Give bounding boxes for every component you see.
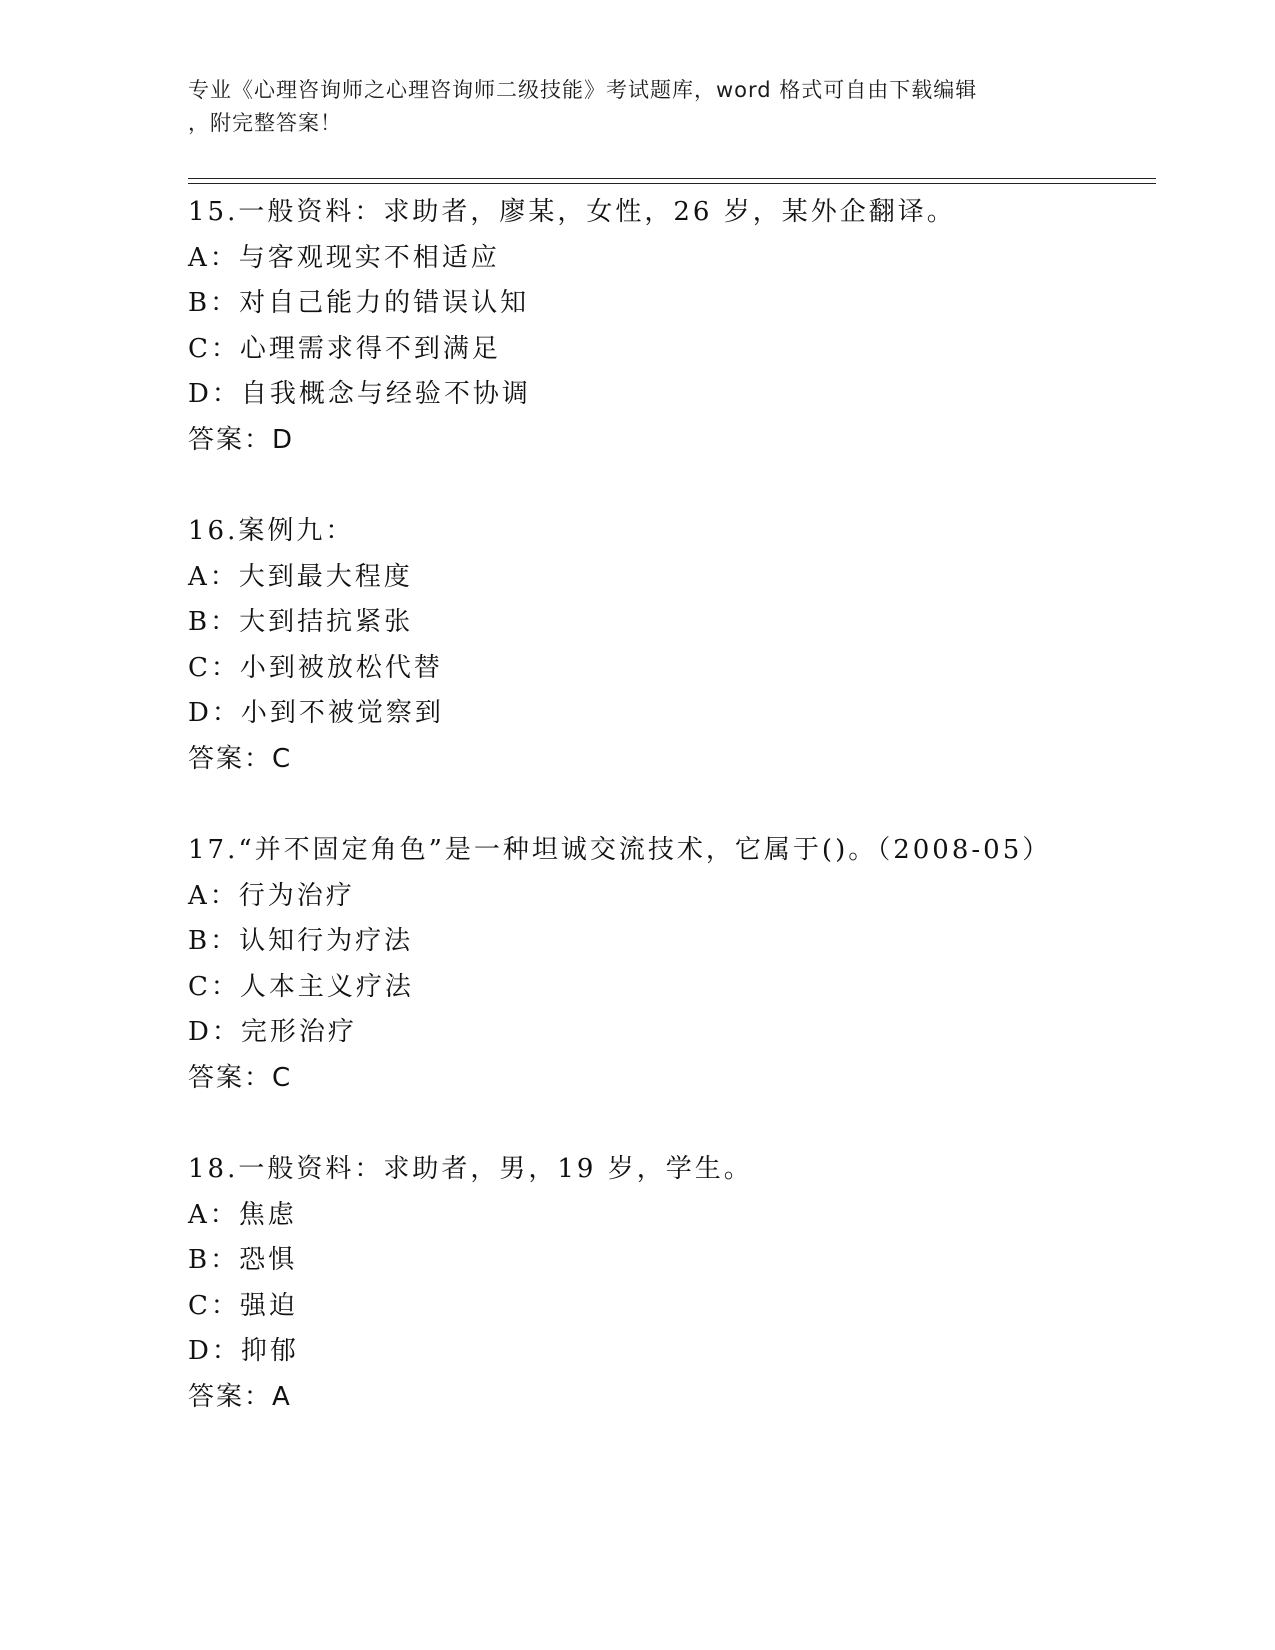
- header-divider-bottom: [188, 183, 1156, 184]
- question-17: [188, 828, 1188, 1101]
- option-d: D：小到不被觉察到: [188, 698, 444, 728]
- option-a: A：大到最大程度: [188, 561, 413, 592]
- option-d: D：自我概念与经验不协调: [188, 379, 531, 409]
- option-d: D：抑郁: [188, 1336, 299, 1366]
- question-stem: 18.一般资料：求助者，男，19 岁，学生。: [188, 1154, 753, 1184]
- option-c: C：心理需求得不到满足: [188, 333, 501, 364]
- option-a: A：行为治疗: [188, 880, 355, 911]
- option-b: B：对自己能力的错误认知: [188, 288, 530, 318]
- document-header: [188, 74, 1088, 140]
- header-line-2: ，附完整答案！: [188, 111, 342, 135]
- answer-label: 答案：A: [188, 1381, 292, 1412]
- answer-label: 答案：C: [188, 1062, 293, 1093]
- question-15: [188, 190, 1188, 463]
- question-16: [188, 509, 1188, 782]
- option-b: B：大到拮抗紧张: [188, 607, 414, 637]
- question-18: [188, 1147, 1188, 1420]
- option-c: C：强迫: [188, 1290, 298, 1321]
- option-a: A：焦虑: [188, 1199, 297, 1230]
- answer-label: 答案：D: [188, 424, 295, 455]
- option-c: C：人本主义疗法: [188, 971, 414, 1002]
- option-d: D：完形治疗: [188, 1017, 357, 1047]
- option-b: B：恐惧: [188, 1245, 298, 1275]
- option-a: A：与客观现实不相适应: [188, 242, 500, 273]
- question-stem: 15.一般资料：求助者，廖某，女性，26 岁，某外企翻译。: [188, 197, 956, 227]
- question-list: [188, 190, 1188, 1466]
- question-stem: 16.案例九：: [188, 516, 355, 546]
- header-divider-top: [188, 178, 1156, 179]
- question-stem: 17.“并不固定角色”是一种坦诚交流技术，它属于()。（2008-05）: [188, 835, 1052, 865]
- header-line-1: 专业《心理咨询师之心理咨询师二级技能》考试题库，word 格式可自由下载编辑: [188, 78, 978, 102]
- answer-label: 答案：C: [188, 743, 293, 774]
- option-c: C：小到被放松代替: [188, 652, 443, 683]
- option-b: B：认知行为疗法: [188, 926, 414, 956]
